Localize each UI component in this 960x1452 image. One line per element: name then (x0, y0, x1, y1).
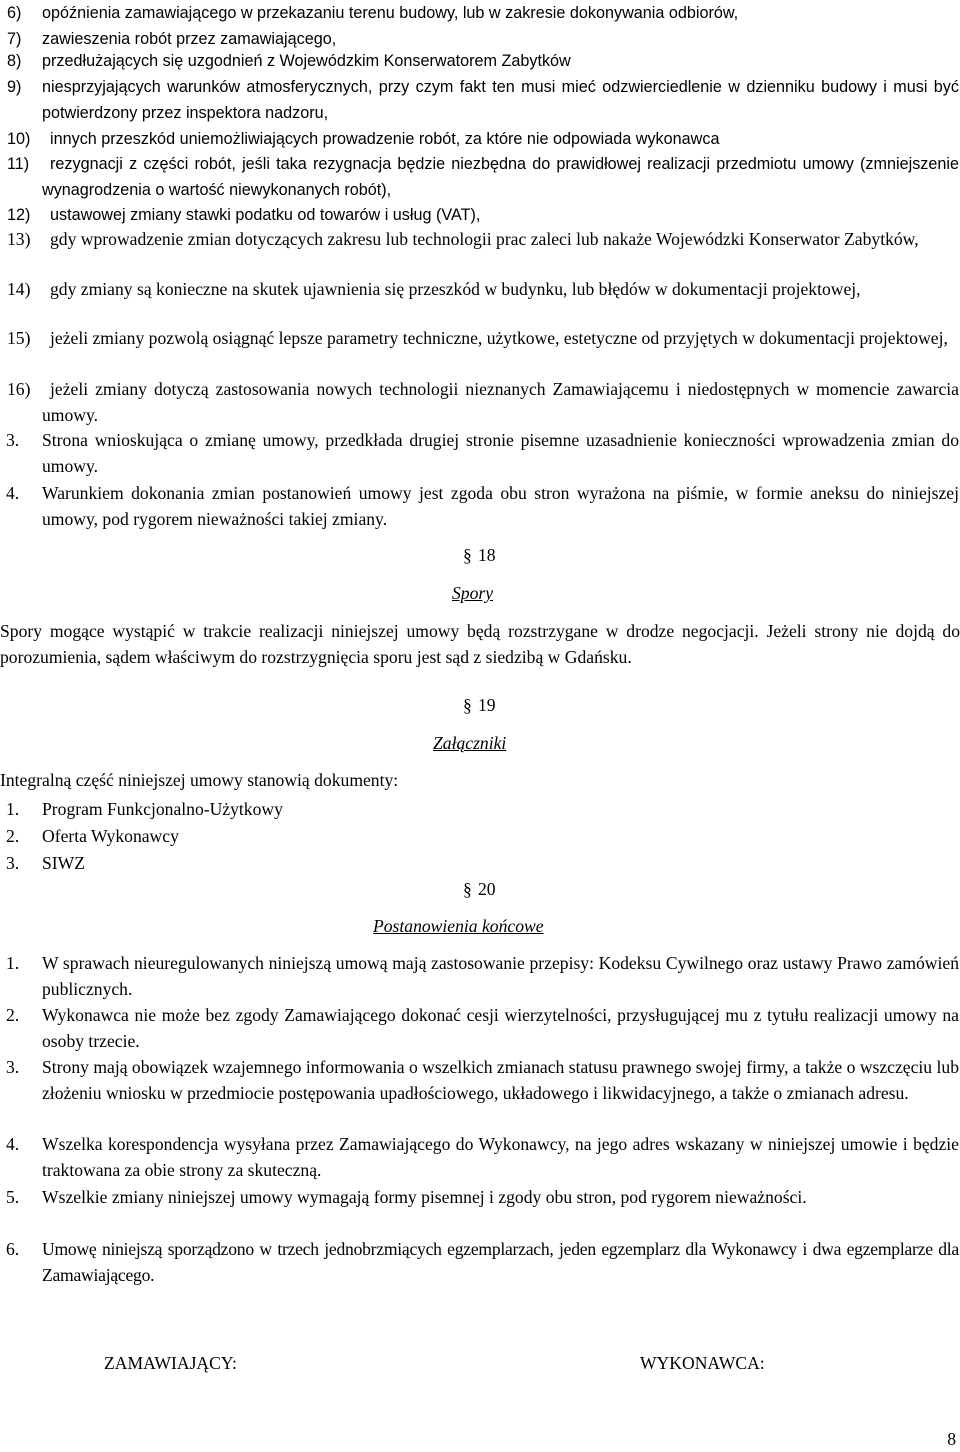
point-text: W sprawach nieuregulowanych niniejszą umową mają zastosowanie przepisy: Kodeksu Cywilnego oraz ustawy Prawo zamówień publicznych. (42, 953, 959, 999)
condition-number: 16) (7, 379, 31, 399)
condition-number: 11) (7, 155, 30, 173)
condition-number: 15) (7, 328, 31, 348)
final-provision (0, 950, 960, 1002)
condition-item (0, 226, 960, 252)
point-text: Wszelka korespondencja wysyłana przez Zamawiającego do Wykonawcy, na jego adres wskazany w niniejszej umowie i będzie traktowana za obie strony za skuteczną. (42, 1134, 959, 1180)
final-provision (0, 1236, 960, 1288)
condition-number: 13) (7, 229, 31, 249)
condition-item (0, 0, 960, 26)
condition-number: 8) (7, 52, 22, 70)
page-number: 8 (947, 1429, 956, 1449)
condition-item (0, 126, 960, 152)
section-heading-19 (0, 692, 960, 718)
attachment-item (6, 796, 283, 822)
section-number: 18 (478, 545, 496, 565)
condition-text: opóźnienia zamawiającego w przekazaniu terenu budowy, lub w zakresie dokonywania odbiorów, (42, 4, 739, 22)
condition-text: gdy zmiany są konieczne na skutek ujawnienia się przeszkód w budynku, lub błędów w dokumentacji projektowej, (50, 279, 861, 299)
section-heading-20 (0, 876, 960, 902)
section-18-paragraph: Spory mogące wystąpić w trakcie realizacji niniejszej umowy będą rozstrzygane w drodze negocjacji. Jeżeli strony nie dojdą do porozumienia, sądem właściwym do rozstrzygnięcia sporu jest sąd z siedzibą w Gdańsku. (0, 621, 960, 667)
attachment-number: 1. (6, 799, 20, 819)
point-number: 3. (6, 430, 20, 450)
point-number: 5. (6, 1187, 20, 1207)
condition-item (0, 74, 960, 126)
condition-text: jeżeli zmiany pozwolą osiągnąć lepsze parametry techniczne, użytkowe, estetyczne od przyjętych w dokumentacji projektowej, (50, 328, 948, 348)
condition-text: niesprzyjających warunków atmosferycznych, przy czym fakt ten musi mieć odzwierciedlenie w dzienniku budowy i musi być potwierdzony przez inspektora nadzoru, (42, 78, 959, 122)
section-number: 19 (478, 695, 496, 715)
condition-item (0, 48, 960, 74)
point-text: Strona wnioskująca o zmianę umowy, przedkłada drugiej stronie pisemne uzasadnienie konieczności wprowadzenia zmian do umowy. (42, 430, 959, 476)
condition-item (0, 151, 960, 203)
attachment-number: 3. (6, 853, 20, 873)
section-symbol: § (463, 879, 472, 899)
section-heading-18 (0, 542, 960, 568)
point-text: Warunkiem dokonania zmian postanowień umowy jest zgoda obu stron wyrażona na piśmie, w formie aneksu do niniejszej umowy, pod rygorem nieważności takiej zmiany. (42, 483, 959, 529)
attachment-number: 2. (6, 826, 20, 846)
point-text: Umowę niniejszą sporządzono w trzech jednobrzmiących egzemplarzach, jeden egzemplarz dla Wykonawcy i dwa egzemplarze dla Zamawiającego. (42, 1239, 959, 1285)
condition-text: zawieszenia robót przez zamawiającego, (42, 30, 337, 48)
condition-text: jeżeli zmiany dotyczą zastosowania nowych technologii nieznanych Zamawiającemu i niedostępnych w momencie zawarcia umowy. (42, 379, 959, 425)
condition-text: przedłużających się uzgodnień z Wojewódzkim Konserwatorem Zabytków (42, 52, 571, 70)
point-text: Strony mają obowiązek wzajemnego informowania o wszelkich zmianach statusu prawnego swojej firmy, a także o wszczęciu lub złożeniu wniosku w przedmiocie postępowania upadłościowego, układowego i likwidacyjnego, a także o zmianach adresu. (42, 1057, 959, 1103)
point-number: 3. (6, 1057, 20, 1077)
condition-text: rezygnacji z części robót, jeśli taka rezygnacja będzie niezbędna do prawidłowej realizacji przedmiotu umowy (zmniejszenie wynagrodzenia o wartość niewykonanych robót), (42, 155, 959, 199)
signature-zamawiajacy: ZAMAWIAJĄCY: (104, 1353, 237, 1373)
condition-number: 9) (7, 78, 22, 96)
attachment-text: Program Funkcjonalno-Użytkowy (42, 799, 283, 819)
condition-item (0, 202, 960, 228)
condition-number: 12) (7, 206, 31, 224)
point-number: 4. (6, 1134, 20, 1154)
point-text: Wszelkie zmiany niniejszej umowy wymagają formy pisemnej i zgody obu stron, pod rygorem nieważności. (42, 1187, 807, 1207)
point-number: 1. (6, 953, 20, 973)
point-text: Wykonawca nie może bez zgody Zamawiającego dokonać cesji wierzytelności, przysługującej mu z tytułu realizacji umowy na osoby trzecie. (42, 1005, 959, 1051)
final-provision (0, 1131, 960, 1183)
signature-wykonawca: WYKONAWCA: (640, 1353, 765, 1373)
final-provision (0, 1054, 960, 1106)
condition-number: 7) (7, 30, 22, 48)
numbered-point (0, 427, 960, 479)
section-symbol: § (463, 695, 472, 715)
final-provision (0, 1184, 960, 1210)
condition-item (0, 376, 960, 428)
attachment-item (6, 823, 179, 849)
numbered-point (0, 480, 960, 532)
final-provision (0, 1002, 960, 1054)
condition-number: 10) (7, 130, 31, 148)
attachment-item (6, 850, 85, 876)
point-number: 4. (6, 483, 20, 503)
condition-number: 6) (7, 4, 22, 22)
condition-number: 14) (7, 279, 31, 299)
attachment-text: Oferta Wykonawcy (42, 826, 179, 846)
section-symbol: § (463, 545, 472, 565)
attachments-intro: Integralną część niniejszej umowy stanowią dokumenty: (0, 770, 399, 790)
section-title-spory: Spory (452, 583, 494, 603)
point-number: 2. (6, 1005, 20, 1025)
condition-item (0, 276, 960, 302)
section-number: 20 (478, 879, 496, 899)
condition-item (0, 325, 960, 351)
attachment-text: SIWZ (42, 853, 85, 873)
condition-text: gdy wprowadzenie zmian dotyczących zakresu lub technologii prac zaleci lub nakaże Wojewódzki Konserwator Zabytków, (50, 229, 919, 249)
section-title-zalaczniki: Załączniki (433, 733, 507, 753)
section-title-postanowienia: Postanowienia końcowe (373, 916, 544, 936)
point-number: 6. (6, 1239, 20, 1259)
condition-text: ustawowej zmiany stawki podatku od towarów i usług (VAT), (50, 206, 481, 224)
condition-text: innych przeszkód uniemożliwiających prowadzenie robót, za które nie odpowiada wykonawca (50, 130, 720, 148)
